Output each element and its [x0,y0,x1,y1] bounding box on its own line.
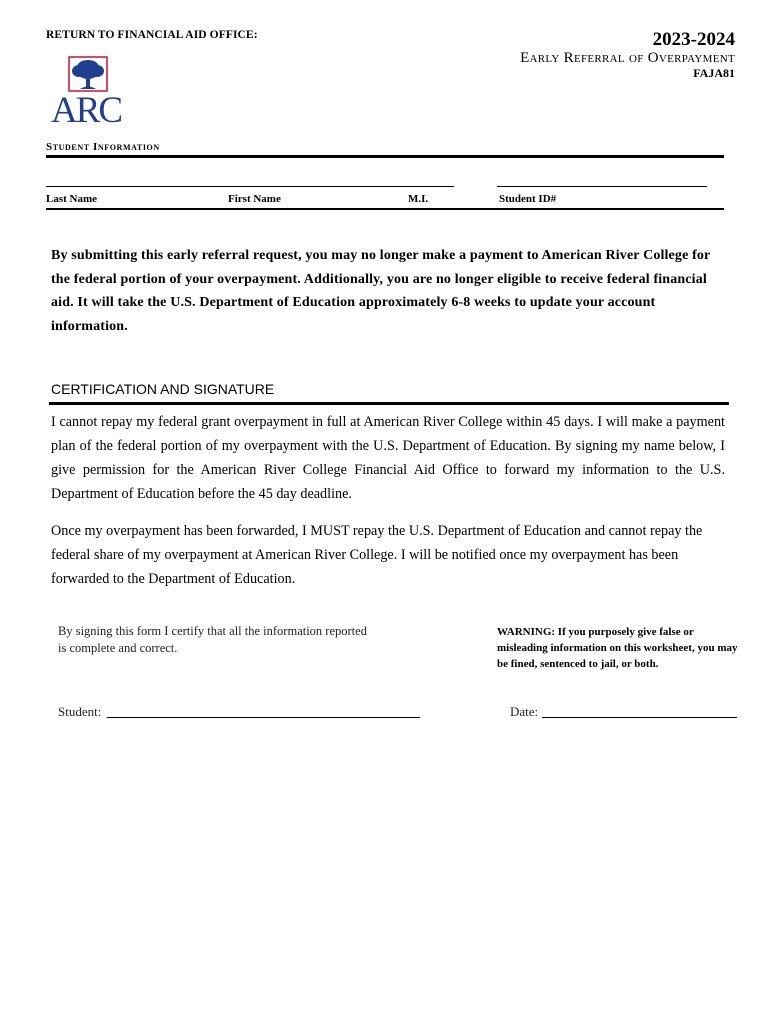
first-name-label: First Name [228,193,281,205]
student-info-heading: Student Information [46,141,160,153]
return-to-office-label: RETURN TO FINANCIAL AID OFFICE: [46,29,258,41]
student-signature-field[interactable] [107,717,420,718]
fields-divider [46,208,724,210]
last-name-label: Last Name [46,193,98,205]
student-name-field[interactable] [46,186,454,187]
svg-text:ARC: ARC [51,90,122,126]
student-signature-label: Student: [58,704,102,719]
date-field[interactable] [542,717,737,718]
middle-initial-label: M.I. [408,193,429,205]
tree-icon [72,60,104,89]
form-title: Early Referral of Overpayment [520,50,735,66]
section-divider [46,155,724,158]
certification-divider [49,402,729,405]
certification-paragraph: I cannot repay my federal grant overpayment in full at American River College within 45 days. I will make a payment plan of the federal portion of my overpayment with the U.S. Department of Education. By signing my name below, I give permission for the American River College Financial Aid Office to forward my information to the U.S. Department of Education before the 45 day deadline. [51,414,725,502]
certify-note: By signing this form I certify that all the information reported is complete and correct. [58,624,367,655]
early-referral-notice: By submitting this early referral request, you may no longer make a payment to American River College for the federal portion of your overpayment. Additionally, you are no longer eligible to receive federal financial aid. It will take the U.S. Department of Education approximately 6-8 weeks to update your account information. [51,248,711,334]
student-id-field[interactable] [497,186,707,187]
form-code: FAJA81 [693,66,735,80]
certification-heading: CERTIFICATION AND SIGNATURE [51,381,275,397]
arc-logo [50,54,130,126]
date-label: Date: [510,704,539,719]
false-information-warning: WARNING: If you purposely give false or misleading information on this worksheet, you may be fined, sentenced to jail, or both. [497,626,738,670]
form-year: 2023-2024 [652,29,735,50]
forwarding-paragraph: Once my overpayment has been forwarded, I MUST repay the U.S. Department of Education and cannot repay the federal share of my overpayment at American River College. I will be notified once my overpayment has been forwarded to the Department of Education. [51,523,703,587]
student-id-label: Student ID# [499,193,557,205]
